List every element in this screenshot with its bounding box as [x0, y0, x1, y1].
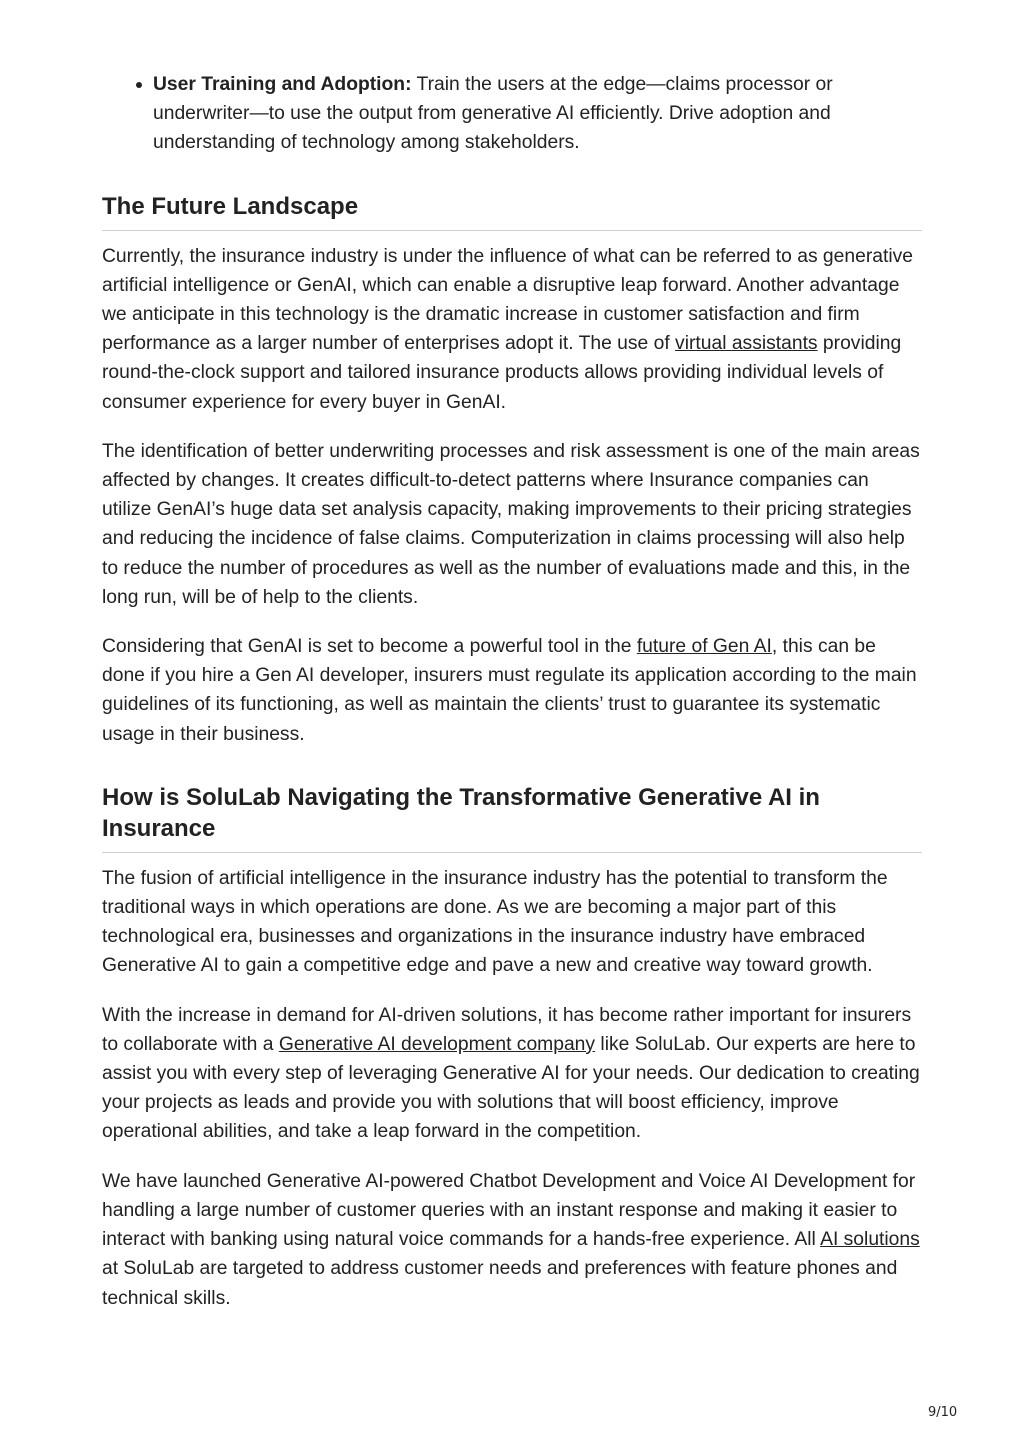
heading-future-landscape: The Future Landscape: [102, 191, 922, 231]
text-span: We have launched Generative AI-powered Chatbot Development and Voice AI Development for handling a large number of customer queries with an instant response and making it easier to interact with banking using natural voice commands for a hands-free experience. All: [102, 1170, 916, 1251]
future-paragraph-1: [102, 242, 922, 417]
solulab-paragraph-3: [102, 1167, 922, 1313]
text-span: Currently, the insurance industry is under the influence of what can be referred to as generative artificial intelligence or GenAI, which can enable a disruptive leap forward. Another advantage we anticipate in this technology is the dramatic increase in customer satisfaction and firm performance as a larger number of enterprises adopt it. The use of: [102, 245, 913, 355]
solulab-paragraph-2: [102, 1001, 922, 1147]
text-span: With the increase in demand for AI-driven solutions, it has become rather important for insurers to collaborate with a: [102, 1004, 912, 1055]
future-paragraph-3: [102, 632, 922, 749]
text-span: providing round-the-clock support and tailored insurance products allows providing individual levels of consumer experience for every buyer in GenAI.: [102, 333, 902, 413]
link-virtual-assistants[interactable]: virtual assistants: [675, 333, 818, 355]
bullet-text: Train the users at the edge—claims processor or underwriter—to use the output from generative AI efficiently. Drive adoption and understanding of technology among stakeholders.: [153, 74, 833, 154]
heading-solulab: How is SoluLab Navigating the Transformative Generative AI in Insurance: [102, 782, 922, 853]
link-ai-solutions[interactable]: AI solutions: [820, 1229, 920, 1251]
bullet-list: [102, 70, 922, 158]
bullet-item-user-training: [153, 70, 922, 158]
text-span: like SoluLab. Our experts are here to assist you with every step of leveraging Generative AI for your needs. Our dedication to creating your projects as leads and provide you with solutions that will boost efficiency, improve operational abilities, and take a leap forward in the competition.: [102, 1033, 920, 1143]
text-span: Considering that GenAI is set to become a powerful tool in the: [102, 636, 637, 658]
text-span: at SoluLab are targeted to address customer needs and preferences with feature phones and technical skills.: [102, 1258, 898, 1309]
text-span: , this can be done if you hire a Gen AI developer, insurers must regulate its application according to the main guidelines of its functioning, as well as maintain the clients’ trust to guarantee its systematic usage in their business.: [102, 636, 917, 745]
link-generative-ai-development-company[interactable]: Generative AI development company: [278, 1033, 596, 1055]
link-future-of-gen-ai[interactable]: future of Gen AI: [636, 636, 772, 658]
document-body: [102, 70, 922, 1313]
future-paragraph-2: The identification of better underwriting processes and risk assessment is one of the main areas affected by changes. It creates difficult-to-detect patterns where Insurance companies can utilize GenAI’s huge data set analysis capacity, making improvements to their pricing strategies and reducing the incidence of false claims. Computerization in claims processing will also help to reduce the number of procedures as well as the number of evaluations made and this, in the long run, will be of help to the clients.: [102, 440, 920, 608]
solulab-paragraph-1: The fusion of artificial intelligence in the insurance industry has the potential to transform the traditional ways in which operations are done. As we are becoming a major part of this technological era, businesses and organizations in the insurance industry have embraced Generative AI to gain a competitive edge and pave a new and creative way toward growth.: [102, 867, 888, 977]
page-number: 9/10: [928, 1405, 958, 1420]
bullet-label: User Training and Adoption:: [153, 74, 412, 95]
